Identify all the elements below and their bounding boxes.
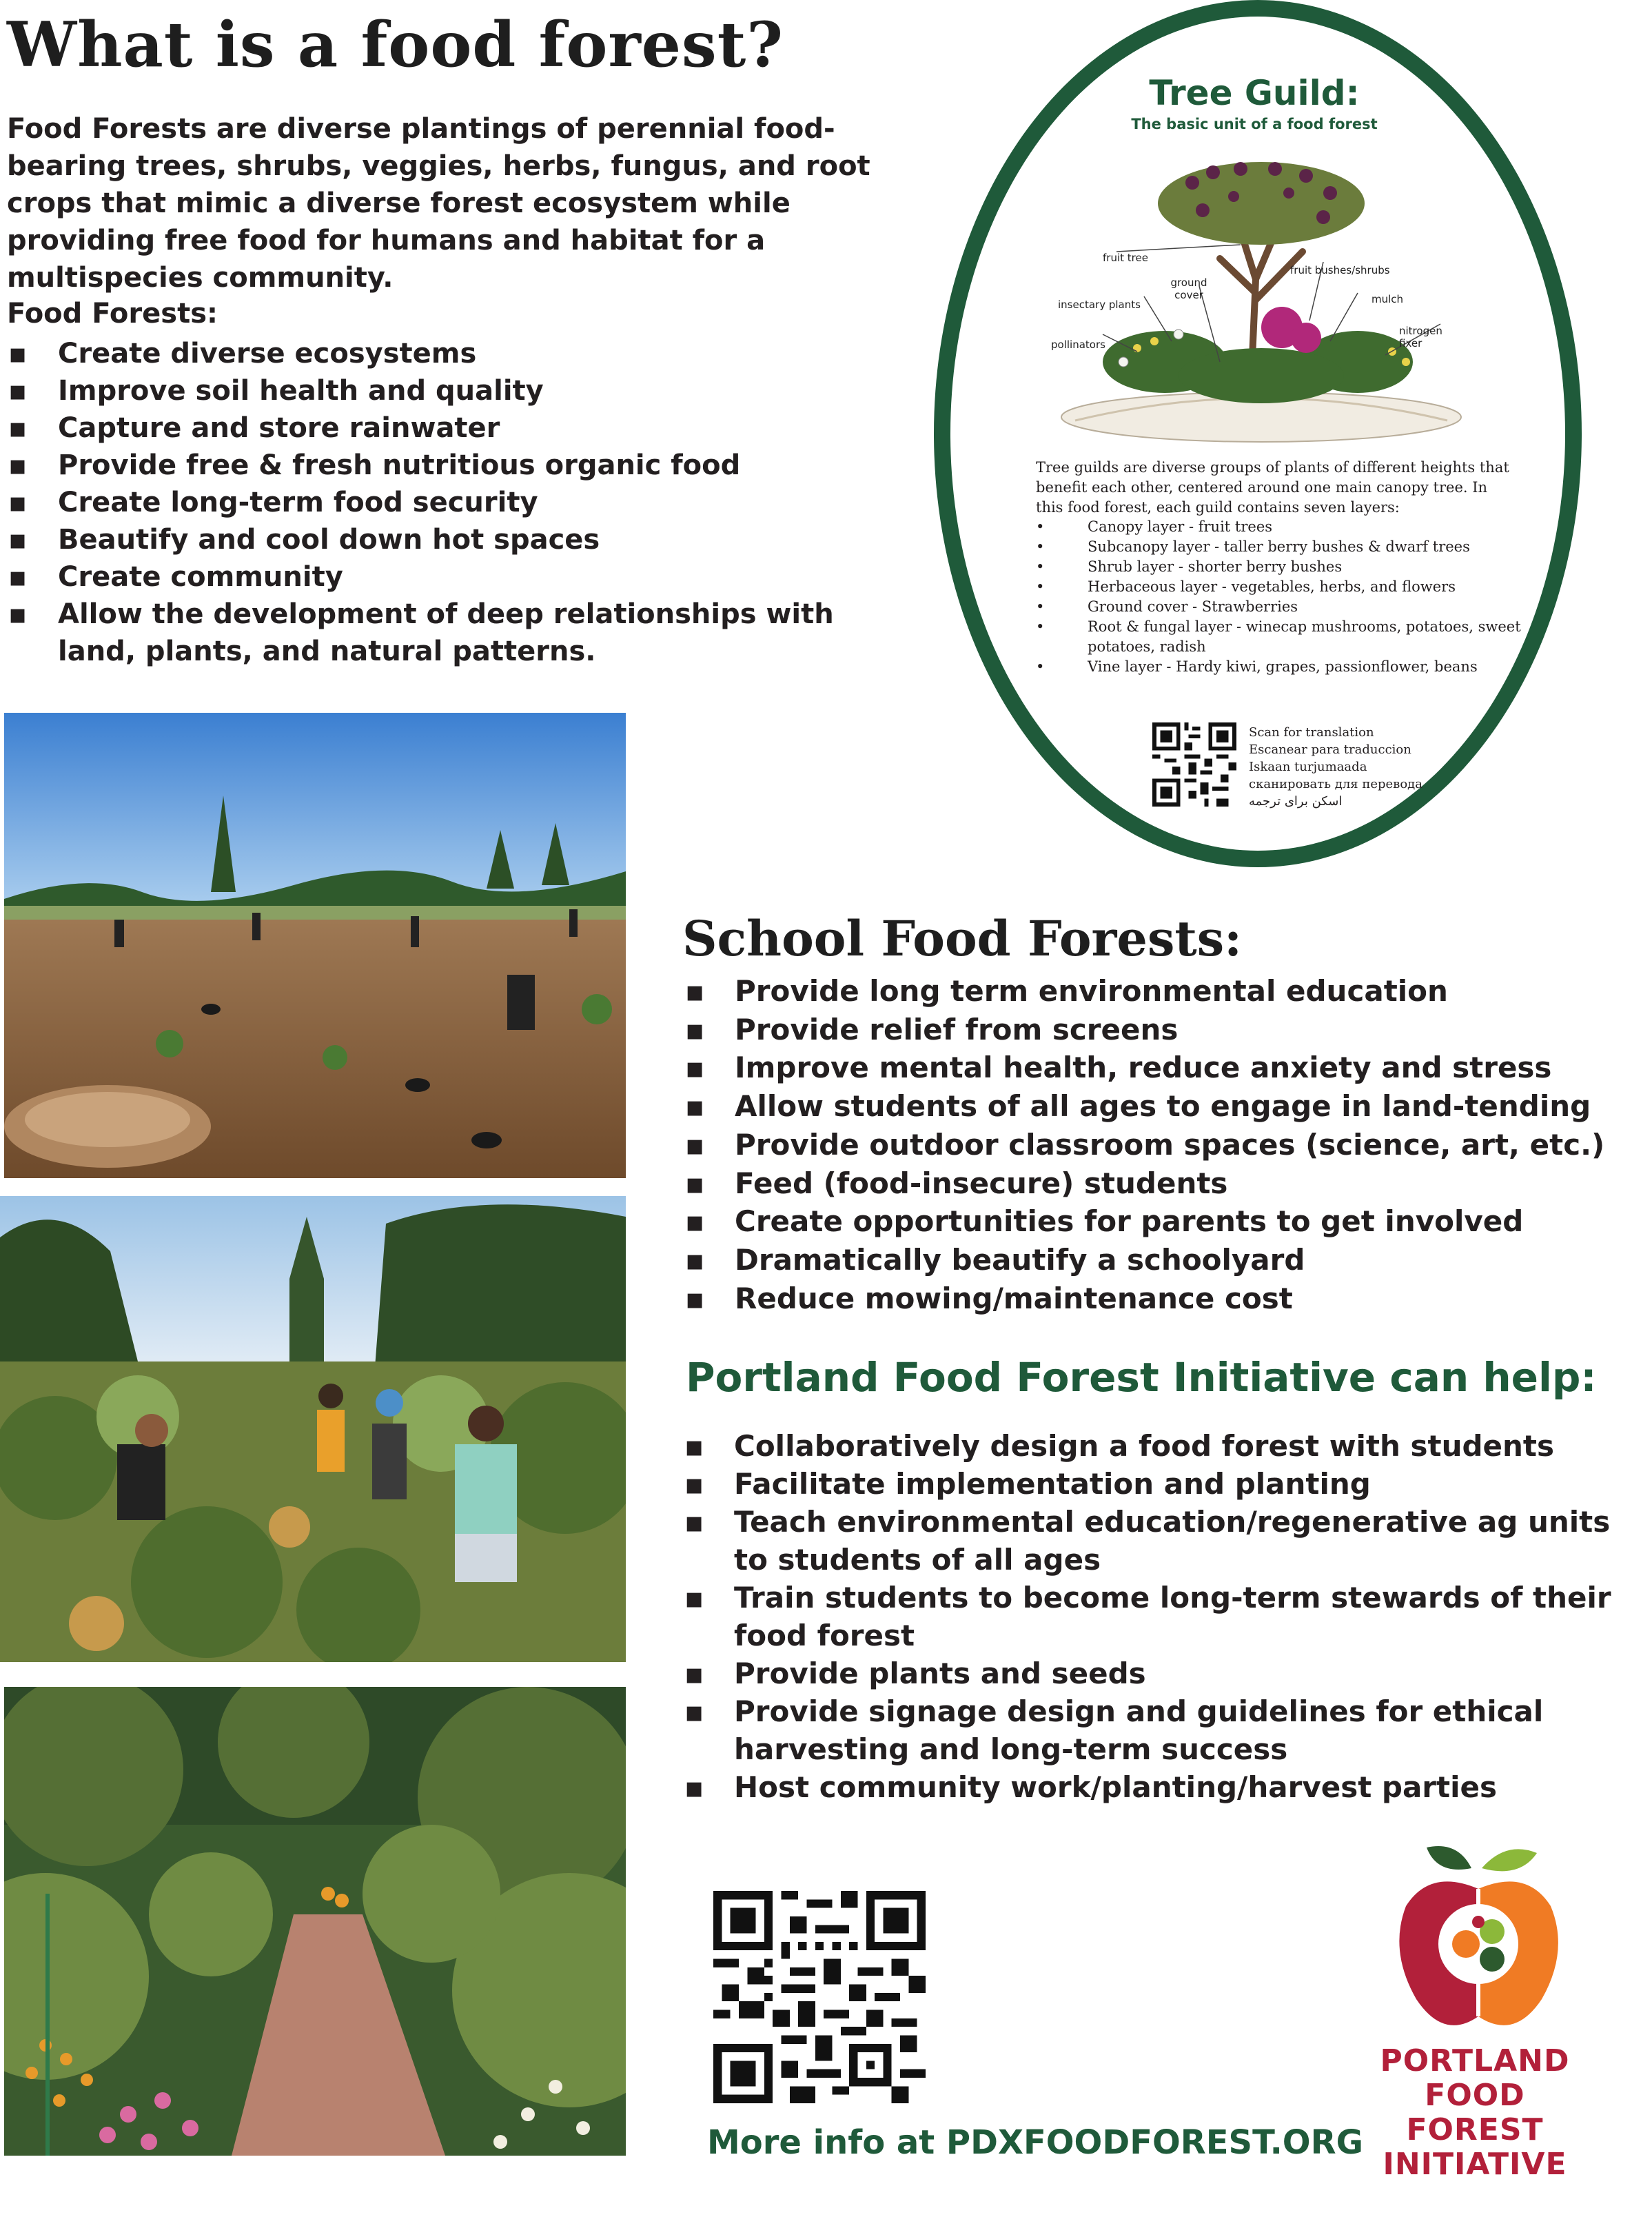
scan-line: Iskaan turjumaada bbox=[1249, 760, 1367, 774]
list-item: ▪ Allow the development of deep relationships with land, plants, and natural patterns. bbox=[58, 596, 906, 670]
list-item: ▪ Provide relief from screens bbox=[735, 1011, 1631, 1049]
list-item: ▪ Dramatically beautify a schoolyard bbox=[735, 1241, 1631, 1279]
logo-line: INITIATIVE bbox=[1383, 2147, 1567, 2182]
tree-guild-title: Tree Guild: bbox=[1149, 73, 1360, 113]
label-mulch: mulch bbox=[1371, 293, 1404, 305]
layer-item: • Subcanopy layer - taller berry bushes & dwarf trees bbox=[1088, 537, 1529, 557]
translation-prompt bbox=[1249, 724, 1422, 810]
scan-line: сканировать для перевода bbox=[1249, 777, 1422, 791]
logo-line: FOOD FOREST bbox=[1406, 2078, 1544, 2147]
website-link[interactable]: More info at PDXFOODFOREST.ORG bbox=[707, 2123, 1363, 2162]
list-item: ▪ Create diverse ecosystems bbox=[58, 335, 906, 372]
list-item: ▪ Host community work/planting/harvest parties bbox=[734, 1768, 1616, 1806]
layer-item: • Canopy layer - fruit trees bbox=[1088, 517, 1529, 537]
list-item: ▪ Provide long term environmental education bbox=[735, 972, 1631, 1011]
tree-guild-subtitle: The basic unit of a food forest bbox=[1131, 116, 1378, 132]
intro-paragraph: Food Forests are diverse plantings of perennial food-bearing trees, shrubs, veggies, herbs, fungus, and root crops that mimic a diverse forest ecosystem while providing free food for humans and habitat for a multispecies community. bbox=[7, 113, 870, 294]
list-item: ▪ Capture and store rainwater bbox=[58, 409, 906, 447]
list-item: ▪ Provide outdoor classroom spaces (science, art, etc.) bbox=[735, 1126, 1631, 1164]
layer-item: • Herbaceous layer - vegetables, herbs, and flowers bbox=[1088, 577, 1529, 597]
list-item: ▪ Improve soil health and quality bbox=[58, 372, 906, 409]
label-fruit-tree: fruit tree bbox=[1103, 252, 1148, 264]
list-item: ▪ Teach environmental education/regenerative ag units to students of all ages bbox=[734, 1503, 1616, 1579]
photo-garden-path bbox=[4, 1687, 626, 2156]
label-pollinators: pollinators bbox=[1051, 338, 1105, 351]
photo-garden-group bbox=[0, 1196, 626, 1662]
layer-item: • Ground cover - Strawberries bbox=[1088, 597, 1529, 617]
school-food-forests-list bbox=[735, 972, 1631, 1317]
scan-line: اسکن برای ترجمه bbox=[1249, 794, 1343, 809]
scan-line: Scan for translation bbox=[1249, 725, 1374, 740]
list-item: ▪ Create long-term food security bbox=[58, 484, 906, 521]
tree-guild-description: Tree guilds are diverse groups of plants of different heights that benefit each other, centered around one main canopy tree. In this food forest, each guild contains seven layers: bbox=[1036, 459, 1509, 516]
label-insectary-plants: insectary plants bbox=[1058, 298, 1141, 311]
website-qr-code[interactable] bbox=[713, 1891, 926, 2103]
layer-item: • Vine layer - Hardy kiwi, grapes, passionflower, beans bbox=[1088, 657, 1529, 677]
label-ground-cover: ground cover bbox=[1170, 276, 1207, 301]
pffi-help-heading: Portland Food Forest Initiative can help: bbox=[686, 1354, 1597, 1401]
layer-item: • Root & fungal layer - winecap mushrooms, potatoes, sweet potatoes, radish bbox=[1088, 617, 1529, 657]
list-item: ▪ Create opportunities for parents to get involved bbox=[735, 1202, 1631, 1241]
food-forests-heading: Food Forests: bbox=[7, 298, 218, 330]
photo-planting-day bbox=[4, 713, 626, 1178]
list-item: ▪ Train students to become long-term stewards of their food forest bbox=[734, 1579, 1616, 1654]
logo-line: PORTLAND bbox=[1380, 2043, 1570, 2078]
pffi-help-list bbox=[734, 1427, 1616, 1806]
page-title: What is a food forest? bbox=[7, 8, 784, 81]
list-item: ▪ Provide plants and seeds bbox=[734, 1654, 1616, 1692]
list-item: ▪ Allow students of all ages to engage in land-tending bbox=[735, 1087, 1631, 1126]
list-item: ▪ Provide free & fresh nutritious organic food bbox=[58, 447, 906, 484]
list-item: ▪ Improve mental health, reduce anxiety and stress bbox=[735, 1049, 1631, 1087]
label-fruit-bushes: fruit bushes/shrubs bbox=[1290, 264, 1390, 276]
list-item: ▪ Reduce mowing/maintenance cost bbox=[735, 1279, 1631, 1318]
logo-wordmark bbox=[1371, 2044, 1578, 2182]
food-forests-list bbox=[58, 335, 906, 670]
list-item: ▪ Provide signage design and guidelines for ethical harvesting and long-term success bbox=[734, 1692, 1616, 1768]
list-item: ▪ Collaboratively design a food forest with students bbox=[734, 1427, 1616, 1465]
list-item: ▪ Create community bbox=[58, 558, 906, 596]
pffi-logo bbox=[1389, 1841, 1569, 2047]
tree-guild-illustration bbox=[1034, 155, 1475, 445]
list-item: ▪ Facilitate implementation and planting bbox=[734, 1465, 1616, 1503]
school-food-forests-heading: School Food Forests: bbox=[682, 910, 1242, 967]
label-nitrogen-fixer: nitrogen fixer bbox=[1399, 325, 1442, 350]
translation-qr-code[interactable] bbox=[1152, 722, 1236, 807]
tree-guild-layers bbox=[1088, 517, 1529, 677]
layer-item: • Shrub layer - shorter berry bushes bbox=[1088, 557, 1529, 577]
list-item: ▪ Beautify and cool down hot spaces bbox=[58, 521, 906, 558]
scan-line: Escanear para traduccion bbox=[1249, 742, 1411, 757]
list-item: ▪ Feed (food-insecure) students bbox=[735, 1164, 1631, 1203]
